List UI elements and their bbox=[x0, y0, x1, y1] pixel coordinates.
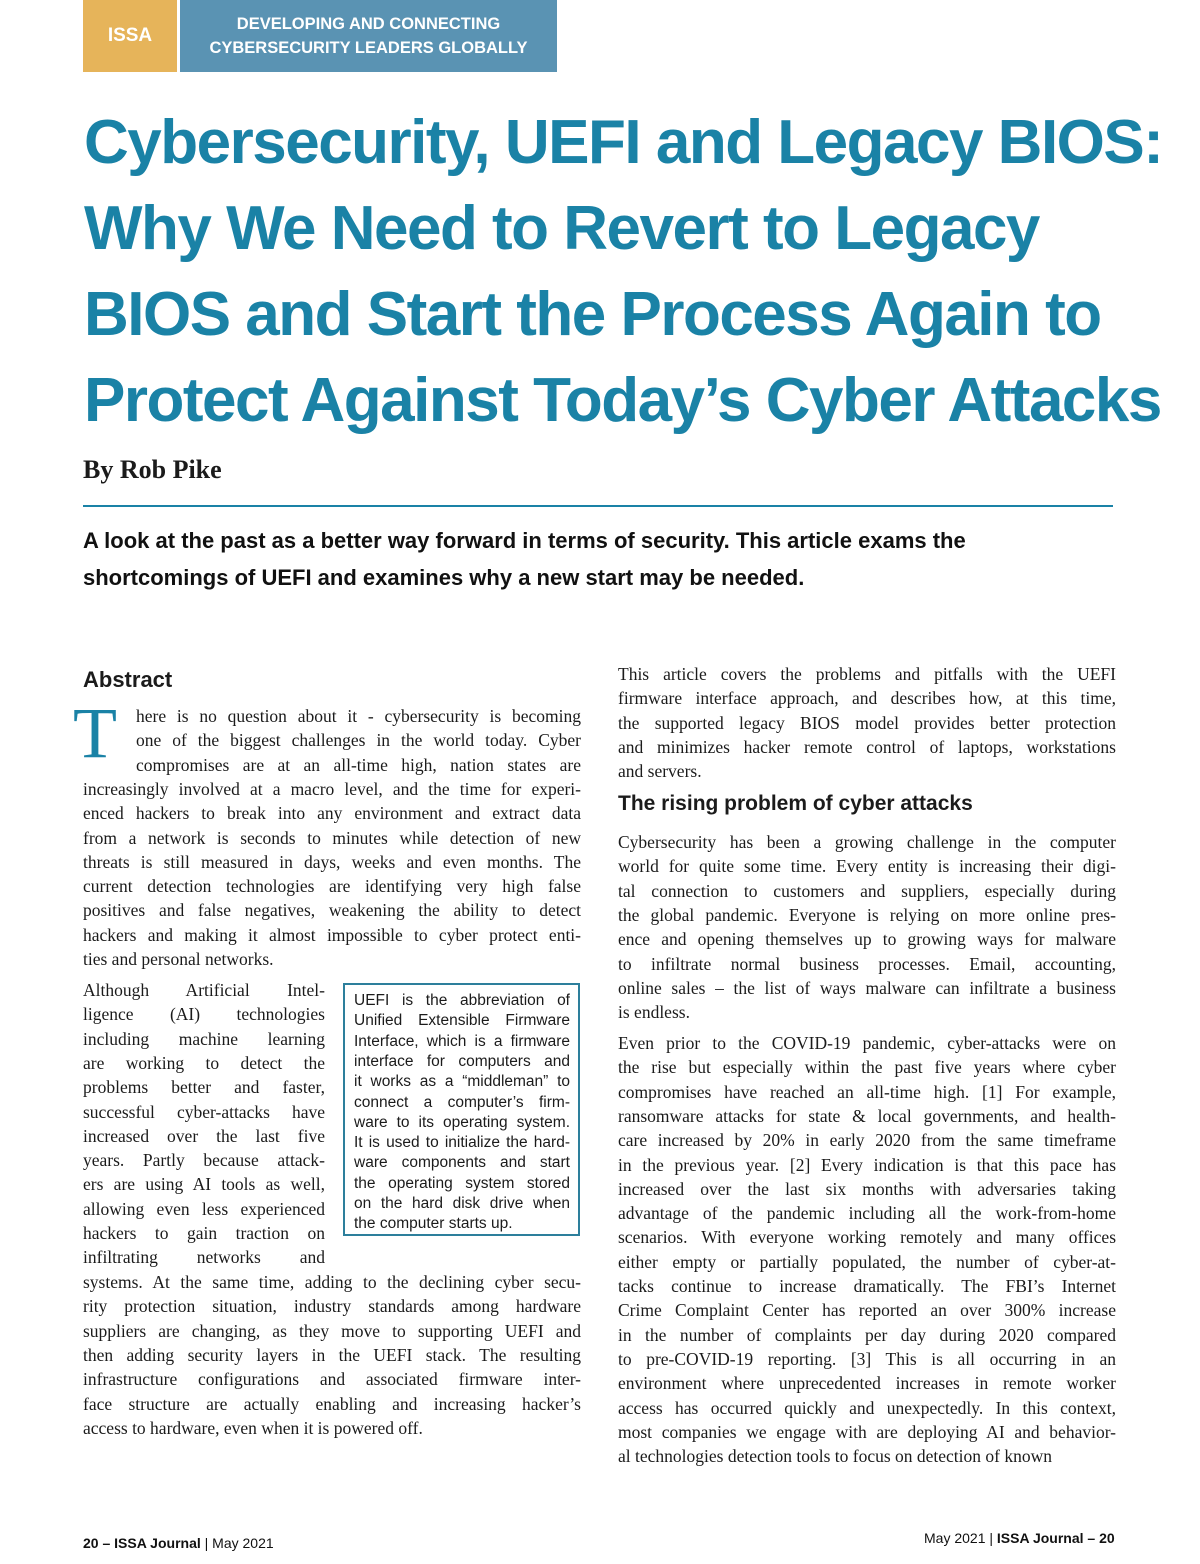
body-text-line: Even prior to the COVID-19 pandemic, cyber-attacks were on bbox=[618, 1033, 1116, 1053]
section-heading: The rising problem of cyber attacks bbox=[618, 792, 973, 815]
footer-right bbox=[924, 1530, 1115, 1546]
body-text-line: online sales – the list of ways malware can infiltrate a business bbox=[618, 977, 1116, 998]
body-text-line: face structure are actually enabling and increasing hacker’s bbox=[83, 1393, 581, 1414]
uefi-callout-box bbox=[343, 983, 580, 1236]
footer-date: | May 2021 bbox=[200, 1535, 274, 1551]
body-text-line: advantage of the pandemic including all the work-from-home bbox=[618, 1203, 1116, 1224]
tagline-line: CYBERSECURITY LEADERS GLOBALLY bbox=[209, 39, 528, 57]
body-text-line: problems better and faster, bbox=[83, 1077, 325, 1098]
callout-text-line: connect a computer’s firm- bbox=[354, 1093, 570, 1111]
body-text-line: al technologies detection tools to focus on detection of known bbox=[618, 1446, 1052, 1467]
abstract-heading: Abstract bbox=[83, 667, 173, 692]
body-text-line: increased over the last six months with adversaries taking bbox=[618, 1178, 1116, 1199]
body-text-line: from a network is seconds to minutes while detection of new bbox=[83, 827, 581, 848]
footer-journal: 20 – ISSA Journal bbox=[83, 1535, 201, 1551]
body-text-line: compromises have reached an all-time high. [1] For example, bbox=[618, 1081, 1116, 1102]
issa-badge: ISSA bbox=[83, 0, 177, 72]
article-deck bbox=[83, 522, 1083, 596]
drop-cap: T bbox=[73, 693, 117, 773]
body-text-line: including machine learning bbox=[83, 1028, 325, 1049]
body-text-line: compromises are at an all-time high, nation states are bbox=[136, 754, 581, 775]
body-text-line: one of the biggest challenges in the world today. Cyber bbox=[136, 730, 581, 751]
title-line: Protect Against Today’s Cyber Attacks bbox=[84, 366, 1161, 435]
body-text-line: in the previous year. [2] Every indication is that this pace has bbox=[618, 1154, 1116, 1175]
body-text-line: increasingly involved at a macro level, and the time for experi- bbox=[83, 778, 581, 799]
body-text-line: are working to detect the bbox=[83, 1052, 325, 1073]
callout-text-line: Unified Extensible Firmware bbox=[354, 1012, 570, 1030]
callout-text-line: on the hard disk drive when bbox=[354, 1195, 570, 1212]
body-text-line: successful cyber-attacks have bbox=[83, 1101, 325, 1122]
callout-text-line: It is used to initialize the hard- bbox=[354, 1134, 570, 1152]
body-text-line: tacks continue to increase dramatically. The FBI’s Internet bbox=[618, 1276, 1116, 1296]
body-text-line: here is no question about it - cybersecurity is becoming bbox=[136, 706, 581, 726]
body-text-line: scenarios. With everyone working remotely and many offices bbox=[618, 1227, 1116, 1248]
body-text-line: hackers and making it almost impossible to cyber protect enti- bbox=[83, 924, 581, 945]
footer-date: May 2021 | bbox=[924, 1530, 997, 1546]
body-text-line: environment where unprecedented increases in remote worker bbox=[618, 1373, 1116, 1394]
callout-text-line: UEFI is the abbreviation of bbox=[354, 992, 570, 1009]
deck-line: shortcomings of UEFI and examines why a new start may be needed. bbox=[83, 565, 805, 590]
body-text-line: allowing even less experienced bbox=[83, 1198, 325, 1219]
body-text-line: most companies we engage with are deploying AI and behavior- bbox=[618, 1421, 1116, 1442]
footer-left bbox=[83, 1535, 274, 1551]
body-text-line: and servers. bbox=[618, 761, 702, 782]
body-text-line: ties and personal networks. bbox=[83, 949, 274, 969]
body-text-line: care increased by 20% in early 2020 from the same timeframe bbox=[618, 1130, 1116, 1151]
callout-text-line: the operating system stored bbox=[354, 1174, 570, 1192]
body-text-line: years. Partly because attack- bbox=[83, 1150, 325, 1171]
body-text-line: suppliers are changing, as they move to supporting UEFI and bbox=[83, 1320, 581, 1341]
body-text-line: either empty or partially populated, the number of cyber-at- bbox=[618, 1251, 1116, 1272]
callout-text-line: ware components and start bbox=[354, 1154, 570, 1172]
body-text-line: ence and opening themselves up to growing ways for malware bbox=[618, 929, 1116, 950]
body-text-line: tal connection to customers and suppliers, especially during bbox=[618, 880, 1116, 901]
body-text-line: threats is still measured in days, weeks and even months. The bbox=[83, 851, 581, 872]
body-text-line: then adding security layers in the UEFI stack. The resulting bbox=[83, 1344, 581, 1365]
body-text-line: rity protection situation, industry standards among hardware bbox=[83, 1296, 581, 1317]
body-text-line: Crime Complaint Center has reported an over 300% increase bbox=[618, 1300, 1116, 1321]
title-line: BIOS and Start the Process Again to bbox=[84, 280, 1101, 349]
body-text-line: to infiltrate normal business processes. Email, accounting, bbox=[618, 953, 1116, 974]
body-text-line: infrastructure configurations and associated firmware inter- bbox=[83, 1369, 581, 1390]
title-line: Why We Need to Revert to Legacy bbox=[84, 194, 1039, 263]
body-text-line: to pre-COVID-19 reporting. [3] This is all occurring in an bbox=[618, 1348, 1116, 1369]
callout-text-line: ware to its operating system. bbox=[354, 1113, 570, 1131]
body-text-line: and minimizes hacker remote control of laptops, workstations bbox=[618, 736, 1116, 757]
body-text-line: ers are using AI tools as well, bbox=[83, 1174, 325, 1195]
body-text-line: the rise but especially within the past five years where cyber bbox=[618, 1057, 1116, 1078]
body-text-line: Although Artificial Intel- bbox=[83, 980, 325, 1000]
tagline-line: DEVELOPING AND CONNECTING bbox=[236, 15, 501, 33]
body-text-line: is endless. bbox=[618, 1002, 690, 1023]
footer-journal: ISSA Journal – 20 bbox=[996, 1530, 1115, 1546]
body-text-line: enced hackers to break into any environment and extract data bbox=[83, 803, 581, 824]
body-text-line: ransomware attacks for state & local governments, and health- bbox=[618, 1105, 1116, 1126]
article-title bbox=[84, 100, 1164, 444]
body-text-line: firmware interface approach, and describes how, at this time, bbox=[618, 688, 1116, 709]
body-text-line: Cybersecurity has been a growing challenge in the computer bbox=[618, 832, 1116, 852]
deck-line: A look at the past as a better way forward in terms of security. This article exams the bbox=[83, 528, 966, 553]
body-text-line: the supported legacy BIOS model provides better protection bbox=[618, 712, 1116, 733]
body-text-line: ligence (AI) technologies bbox=[83, 1004, 325, 1025]
body-text-line: systems. At the same time, adding to the declining cyber secu- bbox=[83, 1272, 581, 1292]
body-text-line: This article covers the problems and pitfalls with the UEFI bbox=[618, 664, 1116, 684]
header-tagline bbox=[180, 0, 557, 72]
callout-text-line: interface for computers and bbox=[354, 1052, 570, 1070]
callout-text-line: it works as a “middleman” to bbox=[354, 1073, 570, 1091]
body-text-line: the global pandemic. Everyone is relying on more online pres- bbox=[618, 904, 1116, 925]
body-text-line: positives and false negatives, weakening the ability to detect bbox=[83, 900, 581, 921]
callout-text-line: the computer starts up. bbox=[354, 1215, 513, 1233]
body-text-line: current detection technologies are identifying very high false bbox=[83, 876, 581, 897]
callout-text-line: Interface, which is a firmware bbox=[354, 1032, 570, 1050]
body-text-line: world for quite some time. Every entity is increasing their digi- bbox=[618, 856, 1116, 877]
body-text-line: access to hardware, even when it is powered off. bbox=[83, 1417, 423, 1438]
body-text-line: in the number of complaints per day during 2020 compared bbox=[618, 1324, 1116, 1345]
body-text-line: increased over the last five bbox=[83, 1125, 325, 1146]
body-text-line: infiltrating networks and bbox=[83, 1247, 325, 1268]
divider-rule bbox=[83, 505, 1113, 507]
body-text-line: hackers to gain traction on bbox=[83, 1223, 325, 1243]
body-text-line: access has occurred quickly and unexpectedly. In this context, bbox=[618, 1397, 1116, 1418]
byline: By Rob Pike bbox=[83, 455, 222, 484]
title-line: Cybersecurity, UEFI and Legacy BIOS: bbox=[84, 108, 1163, 177]
